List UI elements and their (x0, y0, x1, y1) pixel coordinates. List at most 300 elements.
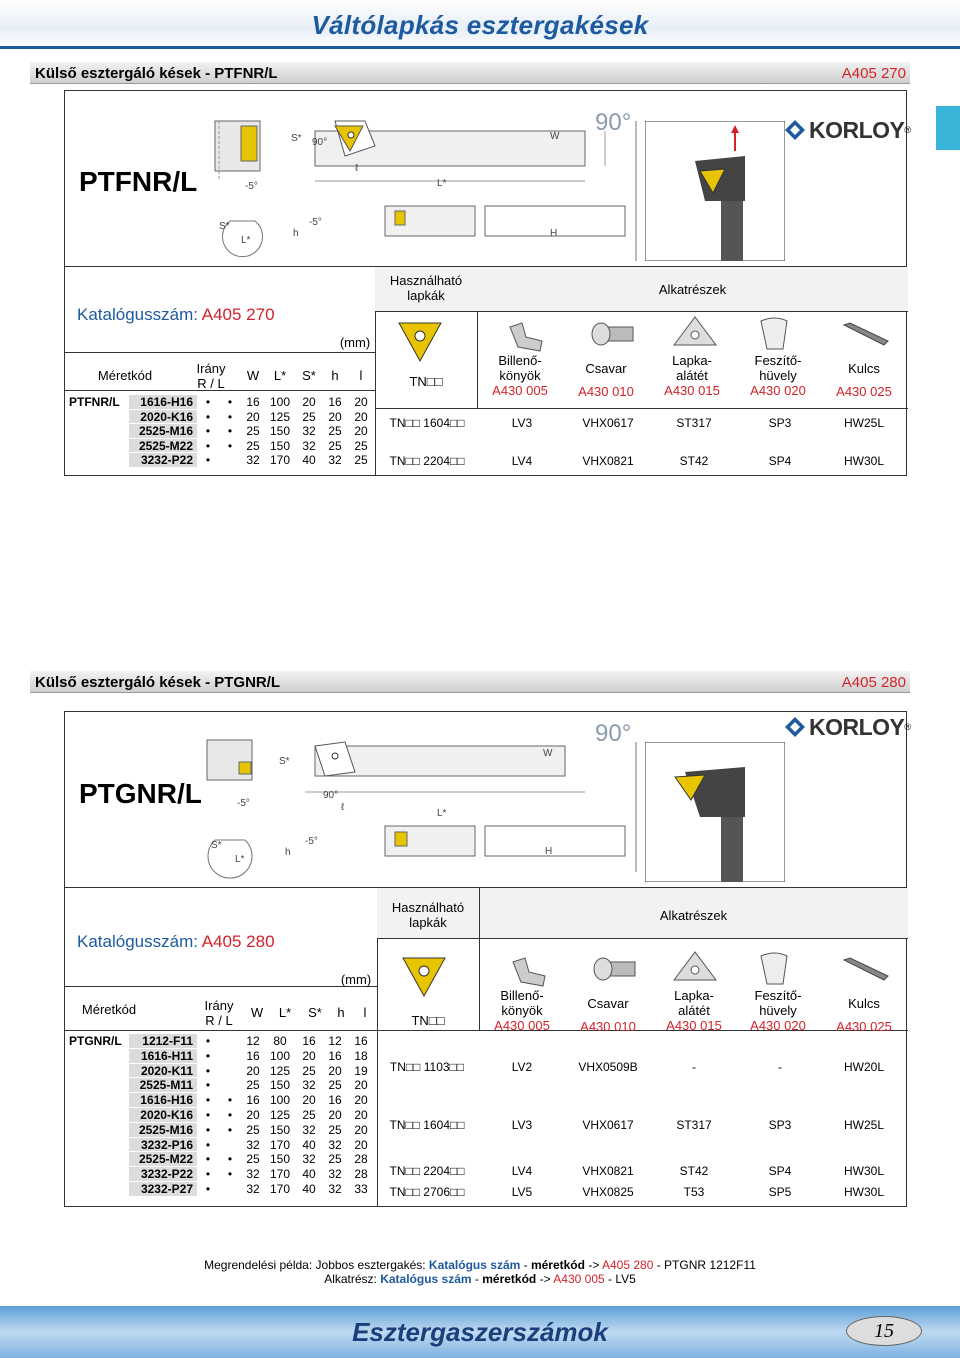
row-L: 170 (269, 1182, 291, 1196)
korloy-logo-text: KORLOY (809, 116, 905, 143)
part-p3: ST317 (676, 416, 712, 430)
col-h: h (331, 368, 339, 383)
section2-tool-name: PTGNR/L (79, 778, 202, 809)
row-code: 2525-M22 (129, 439, 197, 453)
row-h: 20 (328, 1108, 342, 1122)
p3-label-2: Lapka- (674, 988, 714, 1003)
row-right-dot: • (205, 1152, 211, 1167)
section1-table (65, 267, 906, 475)
row-left-dot: • (227, 424, 233, 438)
p1-label-2: Billenő- (500, 988, 544, 1003)
col2-h: h (337, 1005, 345, 1020)
dim-neg5b: -5° (309, 217, 322, 228)
angle2-90: 90° (595, 720, 632, 747)
dim2-ell: ℓ (341, 802, 345, 813)
row-right-dot: • (205, 1093, 211, 1108)
dim-ell: ℓ (355, 163, 359, 174)
part-p1: LV4 (511, 1164, 533, 1178)
col2-tn: TN□□ (411, 1013, 445, 1028)
section1-bar (30, 62, 910, 84)
dim-H: H (550, 228, 558, 239)
p4-label: Feszítő- (754, 353, 802, 368)
page-title: Váltólapkás esztergakések (311, 10, 649, 40)
part-p1: LV5 (511, 1185, 533, 1199)
row-right-dot: • (205, 395, 211, 409)
row-L: 150 (269, 438, 291, 453)
col-alkat: Alkatrészek (658, 282, 727, 297)
s1-family: PTFNR/L (69, 395, 120, 409)
row-h: 32 (328, 1167, 342, 1182)
row-right-dot: • (205, 1108, 211, 1122)
row-w: 25 (246, 1122, 260, 1137)
col-mm: (mm) (339, 335, 371, 350)
row-L: 150 (269, 1152, 291, 1167)
row-right-dot: • (205, 1122, 211, 1137)
dim-lstar: L* (437, 178, 447, 189)
p4-label-2: Feszítő- (754, 988, 802, 1003)
row-left-dot: • (227, 395, 233, 409)
dim2-90: 90° (323, 790, 339, 801)
col-p2 (563, 361, 649, 406)
col2-meretkod: Méretkód (81, 1002, 137, 1017)
order1-c: - (520, 1258, 531, 1272)
korloy-logo-text-2: KORLOY (809, 713, 905, 740)
row-right-dot: • (205, 1078, 211, 1093)
part-p3: ST42 (679, 1164, 709, 1178)
order2-g: - LV5 (604, 1272, 636, 1286)
col2-lstar: L* (278, 1005, 292, 1020)
clamp-icon-2 (505, 952, 555, 992)
s2-family: PTGNR/L (69, 1034, 122, 1048)
row-S: 25 (302, 1108, 316, 1122)
part-p2: VHX0825 (582, 1185, 634, 1199)
section2-panel (64, 711, 912, 1207)
col2-p5 (821, 996, 907, 1041)
row-w: 32 (246, 1182, 260, 1196)
row-code: 3232-P22 (129, 453, 197, 467)
row-right-dot: • (205, 1048, 211, 1063)
col2-p4 (735, 988, 821, 1033)
row-h: 12 (328, 1034, 342, 1048)
row-S: 25 (302, 409, 316, 424)
part-p3: ST42 (679, 454, 709, 468)
row-S: 32 (302, 1122, 316, 1137)
col2-p2 (565, 996, 651, 1041)
hline (65, 1030, 377, 1031)
col-meretkod: Méretkód (97, 368, 153, 383)
row-code: 1616-H11 (129, 1049, 197, 1063)
order2-a: Alkatrész: (324, 1272, 381, 1286)
part-p5: HW20L (843, 1060, 884, 1074)
row-L: 170 (269, 1167, 291, 1182)
dim2-s2: S* (211, 840, 222, 851)
footer-title: Esztergaszerszámok (352, 1317, 608, 1347)
sleeve-icon (753, 313, 797, 353)
part-p2: VHX0509B (578, 1060, 638, 1074)
row-right-dot: • (205, 1167, 211, 1182)
row-code: 3232-P22 (129, 1167, 197, 1181)
row-left-dot: • (227, 409, 233, 424)
p2-label: Csavar (585, 361, 627, 376)
section2-table (65, 888, 906, 1206)
row-S: 40 (302, 1137, 316, 1152)
col-w: W (246, 368, 260, 383)
row-ll: 19 (354, 1063, 368, 1078)
row-w: 12 (246, 1034, 260, 1048)
row-S: 20 (302, 395, 316, 409)
dim2-h: h (285, 847, 291, 858)
part-insert: TN□□ 2204□□ (389, 1164, 465, 1178)
insert-icon (395, 319, 445, 367)
col2-alkat: Alkatrészek (659, 908, 728, 923)
korloy-logo-icon-2 (781, 715, 809, 739)
angle-value: 90 (595, 109, 622, 136)
dim2-H: H (545, 846, 553, 857)
dim-s2: S* (219, 221, 230, 232)
row-w: 32 (246, 453, 260, 467)
header-rule (0, 46, 960, 49)
korloy-logo-icon (781, 118, 809, 142)
row-S: 20 (302, 1093, 316, 1108)
row-right-dot: • (205, 1182, 211, 1196)
row-ll: 20 (354, 1108, 368, 1122)
row-ll: 20 (354, 1078, 368, 1093)
order2-b: Katalógus szám (380, 1272, 472, 1286)
row-ll: 28 (354, 1167, 368, 1182)
col2-irany: Irány (204, 998, 234, 1013)
row-S: 20 (302, 1048, 316, 1063)
row-ll: 25 (354, 453, 368, 467)
col2-sstar: S* (308, 1005, 322, 1020)
part-p5: HW30L (843, 1185, 884, 1199)
dim2-s: S* (279, 756, 290, 767)
row-code: 1212-F11 (129, 1034, 197, 1048)
row-ll: 18 (354, 1048, 368, 1063)
section2-title: Külső esztergáló kések - PTGNR/L (35, 674, 281, 691)
part-p4: SP4 (768, 454, 792, 468)
row-ll: 16 (354, 1034, 368, 1048)
row-code: 1616-H16 (129, 1093, 197, 1107)
row-w: 20 (246, 1063, 260, 1078)
row-code: 2525-M11 (129, 1078, 197, 1092)
row-w: 20 (246, 1108, 260, 1122)
row-w: 16 (246, 395, 260, 409)
row-left-dot: • (227, 1108, 233, 1122)
row-ll: 20 (354, 1093, 368, 1108)
row-left-dot: • (227, 1093, 233, 1108)
row-right-dot: • (205, 1137, 211, 1152)
row-code: 2020-K16 (129, 1108, 197, 1122)
p4-code: A430 020 (750, 383, 806, 398)
screw-icon (585, 319, 637, 351)
p2-code: A430 010 (578, 384, 634, 399)
row-h: 32 (328, 453, 342, 467)
row-L: 125 (269, 1108, 291, 1122)
row-right-dot: • (205, 409, 211, 424)
catalog2-value: A405 280 (201, 932, 275, 951)
row-h: 25 (328, 438, 342, 453)
p3-label-b-2: alátét (678, 1003, 710, 1018)
row-h: 25 (328, 424, 342, 438)
col-tn: TN□□ (409, 374, 443, 389)
dim2-w: W (543, 748, 553, 759)
row-L: 150 (269, 424, 291, 438)
section1-drawing (65, 91, 912, 267)
p5-code-2: A430 025 (836, 1019, 892, 1034)
insert-icon-2 (399, 954, 449, 1002)
order1-g: - PTGNR 1212F11 (653, 1258, 756, 1272)
order2-f: A430 005 (553, 1272, 605, 1286)
part-p3: - (692, 1060, 696, 1074)
col-lstar: L* (273, 368, 287, 383)
order2-c: - (471, 1272, 483, 1286)
part-p3: T53 (683, 1185, 705, 1199)
p1-label-b: könyök (499, 368, 541, 383)
row-right-dot: • (205, 1034, 211, 1048)
row-ll: 28 (354, 1152, 368, 1167)
col2-p1 (479, 988, 565, 1033)
dim2-neg5b: -5° (305, 836, 318, 847)
row-w: 25 (246, 1078, 260, 1093)
key-icon-2 (840, 954, 892, 984)
part-p1: LV3 (511, 416, 533, 430)
row-w: 25 (246, 438, 260, 453)
col-irany: Irány (196, 361, 226, 376)
col-rl: R / L (197, 376, 225, 391)
row-code: 2020-K16 (129, 410, 197, 424)
part-p4: SP4 (768, 1164, 792, 1178)
part-insert: TN□□ 1604□□ (389, 1118, 465, 1132)
order-line-2 (0, 1272, 960, 1286)
row-right-dot: • (205, 1063, 211, 1078)
section1-panel (64, 90, 912, 476)
row-S: 25 (302, 1063, 316, 1078)
row-code: 2525-M22 (129, 1152, 197, 1166)
part-p2: VHX0617 (582, 416, 634, 430)
col2-mm: (mm) (340, 972, 372, 987)
row-ll: 20 (354, 1122, 368, 1137)
part-p4: SP3 (768, 1118, 792, 1132)
hline (375, 311, 908, 312)
p4-label-b: hüvely (759, 368, 797, 383)
row-left-dot: • (227, 438, 233, 453)
order1-b: Katalógus szám (428, 1258, 521, 1272)
part-p2: VHX0821 (582, 1164, 634, 1178)
row-w: 32 (246, 1167, 260, 1182)
hline (375, 408, 908, 409)
p4-code-2: A430 020 (750, 1018, 806, 1033)
dim-w: W (550, 131, 560, 142)
catalog2-label: Katalógusszám: (77, 932, 198, 951)
row-code: 1616-H16 (129, 395, 197, 409)
dim-neg5: -5° (245, 181, 258, 192)
row-h: 25 (328, 1078, 342, 1093)
shim-icon (670, 313, 720, 351)
row-left-dot: • (227, 1152, 233, 1167)
col-l: l (359, 368, 363, 383)
logo-reg-2: ® (904, 722, 912, 732)
col2-rl: R / L (205, 1013, 233, 1028)
row-S: 40 (302, 1167, 316, 1182)
row-S: 32 (302, 438, 316, 453)
row-ll: 20 (354, 409, 368, 424)
row-L: 125 (269, 1063, 291, 1078)
col-lapkak-label: Használható lapkák (389, 273, 463, 303)
row-w: 32 (246, 1137, 260, 1152)
part-insert: TN□□ 2706□□ (389, 1185, 465, 1199)
row-h: 25 (328, 1152, 342, 1167)
hline (65, 986, 377, 987)
p3-code-2: A430 015 (666, 1018, 722, 1033)
sleeve-icon-2 (753, 948, 797, 988)
part-insert: TN□□ 1604□□ (389, 416, 465, 430)
side-tab (936, 106, 960, 150)
p5-label-2: Kulcs (848, 996, 880, 1011)
col-p4 (735, 353, 821, 398)
row-ll: 20 (354, 395, 368, 409)
p2-label-2: Csavar (587, 996, 629, 1011)
row-code: 2525-M16 (129, 1123, 197, 1137)
order2-d: méretkód (482, 1272, 537, 1286)
p1-label: Billenő- (498, 353, 542, 368)
row-S: 32 (302, 1152, 316, 1167)
row-h: 16 (328, 1093, 342, 1108)
p5-label: Kulcs (848, 361, 880, 376)
p2-code-2: A430 010 (580, 1019, 636, 1034)
dim2-lstar: L* (437, 808, 447, 819)
row-S: 40 (302, 453, 316, 467)
part-p4: - (778, 1060, 782, 1074)
p3-label: Lapka- (672, 353, 712, 368)
logo-reg: ® (904, 125, 912, 135)
row-w: 25 (246, 424, 260, 438)
part-p5: HW30L (843, 1164, 884, 1178)
dim2-neg5: -5° (237, 798, 250, 809)
section2-drawing (65, 712, 912, 888)
order-line-1 (0, 1258, 960, 1272)
row-h: 20 (328, 409, 342, 424)
row-h: 16 (328, 395, 342, 409)
section2-logo (781, 714, 911, 740)
section1-logo (781, 117, 911, 143)
row-S: 32 (302, 1078, 316, 1093)
row-S: 32 (302, 424, 316, 438)
row-L: 100 (269, 1048, 291, 1063)
part-p5: HW25L (843, 1118, 884, 1132)
row-L: 100 (269, 1093, 291, 1108)
catalog-label: Katalógusszám: (77, 305, 198, 324)
order1-e: -> (584, 1258, 602, 1272)
p5-code: A430 025 (836, 384, 892, 399)
col2-lapkak: Használható lapkák (391, 900, 465, 930)
part-insert: TN□□ 1103□□ (389, 1060, 465, 1074)
row-S: 16 (302, 1034, 316, 1048)
p1-code: A430 005 (492, 383, 548, 398)
row-code: 3232-P27 (129, 1182, 197, 1196)
row-ll: 20 (354, 1137, 368, 1152)
section2-tool-photo (645, 742, 785, 882)
part-p2: VHX0617 (582, 1118, 634, 1132)
part-insert: TN□□ 2204□□ (389, 454, 465, 468)
row-L: 150 (269, 1122, 291, 1137)
section1-code: A405 270 (841, 65, 906, 82)
order1-d: méretkód (530, 1258, 585, 1272)
row-w: 20 (246, 409, 260, 424)
col-p3 (649, 353, 735, 398)
row-w: 16 (246, 1048, 260, 1063)
row-ll: 20 (354, 424, 368, 438)
section1-tool-photo (645, 121, 785, 261)
part-p3: ST317 (676, 1118, 712, 1132)
part-p4: SP3 (768, 416, 792, 430)
angle-90: 90° (595, 109, 632, 136)
row-w: 25 (246, 1152, 260, 1167)
p1-code-2: A430 005 (494, 1018, 550, 1033)
row-L: 125 (269, 409, 291, 424)
col-p1 (477, 353, 563, 398)
row-ll: 33 (354, 1182, 368, 1196)
part-p2: VHX0821 (582, 454, 634, 468)
row-h: 32 (328, 1182, 342, 1196)
row-h: 16 (328, 1048, 342, 1063)
row-L: 80 (273, 1034, 287, 1048)
part-p5: HW30L (843, 454, 884, 468)
col2-p3 (651, 988, 737, 1033)
section2-bar (30, 671, 910, 693)
shim-icon-2 (670, 948, 720, 986)
order1-a: Megrendelési példa: Jobbos esztergakés: (204, 1258, 429, 1272)
part-p1: LV4 (511, 454, 533, 468)
dim-s: S* (291, 133, 302, 144)
section2-code: A405 280 (841, 674, 906, 691)
p3-label-b: alátét (676, 368, 708, 383)
row-h: 20 (328, 1063, 342, 1078)
angle2-value: 90 (595, 720, 622, 747)
col-p5 (821, 361, 907, 406)
row-w: 16 (246, 1093, 260, 1108)
row-right-dot: • (205, 438, 211, 453)
order1-f: A405 280 (602, 1258, 654, 1272)
row-L: 150 (269, 1078, 291, 1093)
p4-label-b-2: hüvely (759, 1003, 797, 1018)
section1-title: Külső esztergáló kések - PTFNR/L (35, 65, 278, 82)
row-L: 170 (269, 453, 291, 467)
section2-catalog (77, 932, 275, 952)
row-L: 100 (269, 395, 291, 409)
part-p5: HW25L (843, 416, 884, 430)
dim2-l2: L* (235, 854, 245, 865)
row-right-dot: • (205, 453, 211, 467)
clamp-icon (502, 317, 552, 357)
row-left-dot: • (227, 1122, 233, 1137)
row-left-dot: • (227, 1167, 233, 1182)
dim-h: h (293, 228, 299, 239)
col2-w: W (250, 1005, 264, 1020)
section1-tool-name: PTFNR/L (79, 166, 198, 197)
row-L: 170 (269, 1137, 291, 1152)
row-h: 25 (328, 1122, 342, 1137)
p3-code: A430 015 (664, 383, 720, 398)
catalog-value: A405 270 (201, 305, 275, 324)
part-p4: SP5 (768, 1185, 792, 1199)
hline (377, 938, 908, 939)
row-ll: 25 (354, 438, 368, 453)
dim-l2: L* (241, 235, 251, 246)
key-icon (840, 319, 892, 349)
part-p1: LV3 (511, 1118, 533, 1132)
p1-label-b-2: könyök (501, 1003, 543, 1018)
dim-90: 90° (312, 137, 328, 148)
